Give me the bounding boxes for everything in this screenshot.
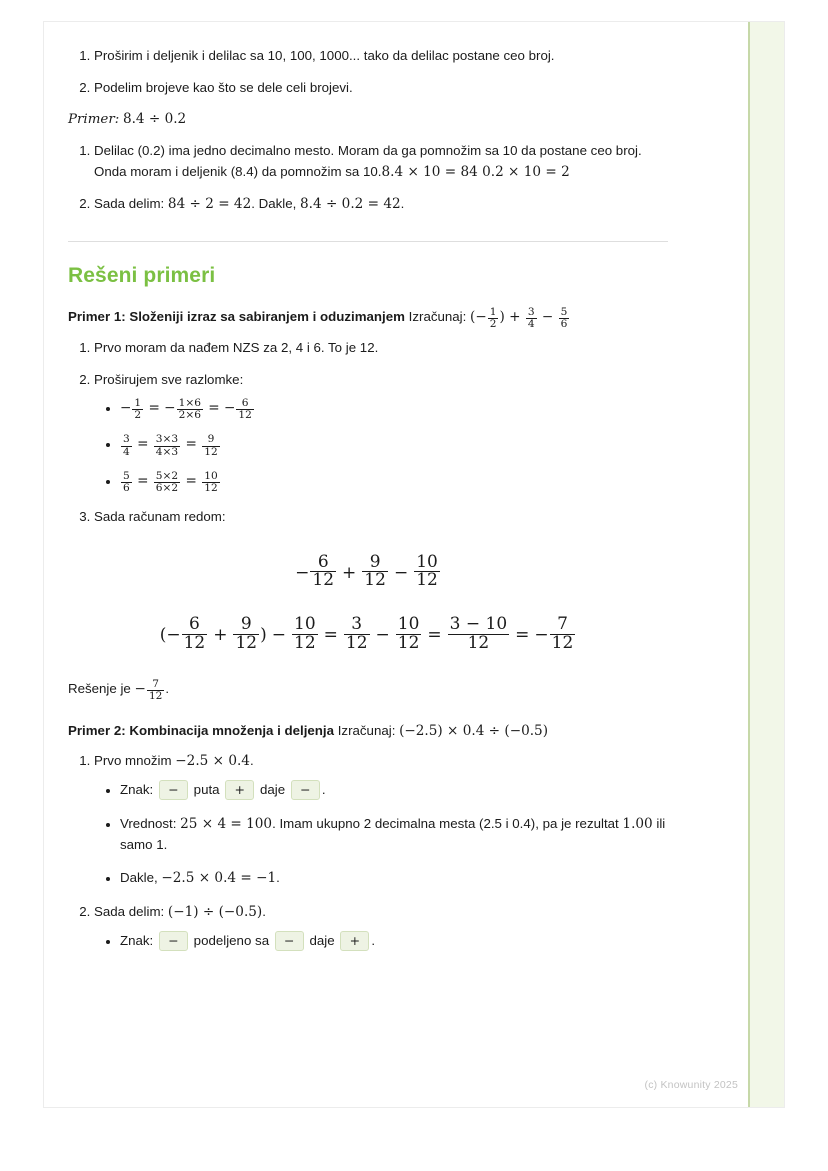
list-item: 2. Podelim brojeve kao što se dele celi brojevi. xyxy=(94,78,668,99)
copyright-footer: (c) Knowunity 2025 xyxy=(644,1079,738,1091)
example-2-title: Primer 2: Kombinacija množenja i deljenja xyxy=(68,723,335,739)
example-2-expression: (−2.5) × 0.4 ÷ (−0.5) xyxy=(399,723,549,740)
display-equation-2: (− $\frac{6}{12}$ + $\frac{9}{12}$ ) − $\frac{10}{12}$ = $\frac{3}{12}$ − $\frac{10}{12}$ = $\frac{3 - 10}{12}$ = − $\frac{7}{12}$ xyxy=(159,614,574,654)
sign-result-badge: − xyxy=(291,780,320,800)
example-2-steps xyxy=(68,751,668,952)
list-item: • $\frac{3}{4}$ = $\frac{3\times 3}{4\times 3}$ = $\frac{9}{12}$ xyxy=(120,434,668,457)
example-1-steps xyxy=(68,338,668,528)
document-sheet xyxy=(44,22,784,1107)
list-item xyxy=(94,902,668,952)
sign-word-podeljeno: podeljeno sa xyxy=(193,933,270,949)
list-item: • Dakle, −2.5 × 0.4 = −1. xyxy=(120,868,668,889)
list-item: • Vrednost: 25 × 4 = 100. Imam ukupno 2 decimalna mesta (2.5 i 0.4), pa je rezultat 1.00 ili samo 1. xyxy=(120,814,668,856)
list-item: 1. Delilac (0.2) ima jedno decimalno mesto. Moram da ga pomnožim sa 10 da postane ceo broj. Onda moram i deljenik (8.4) da pomnožim sa 10.8.4 × 10 = 84 0.2 × 10 = 2 xyxy=(94,141,668,183)
sign-plus-badge-2: + xyxy=(340,931,369,951)
list-item: 2. Sada delim: 84 ÷ 2 = 42. Dakle, 8.4 ÷ 0.2 = 42. xyxy=(94,194,668,215)
list-item: 3. Sada računam redom: xyxy=(94,507,668,528)
sign-word-daje: daje xyxy=(259,781,286,797)
page-edge-decoration xyxy=(748,22,784,1107)
list-item: • $\frac{5}{6}$ = $\frac{5\times 2}{6\times 2}$ = $\frac{10}{12}$ xyxy=(120,471,668,494)
example-2-substeps-2 xyxy=(94,931,668,952)
list-item: 1. Prvo moram da nađem NZS za 2, 4 i 6. To je 12. xyxy=(94,338,668,359)
example-1-solution: Rešenje je − $\frac{7}{12}$ . xyxy=(68,677,170,703)
solution-prefix: Rešenje je xyxy=(68,680,131,696)
primer-label: Primer: xyxy=(68,112,120,128)
divider xyxy=(68,241,668,242)
example-2-heading xyxy=(68,720,668,743)
example-1-title: Primer 1: Složeniji izraz sa sabiranjem i oduzimanjem xyxy=(68,308,405,324)
sign-period-2: . xyxy=(371,933,376,949)
document-content xyxy=(68,38,668,965)
list-item xyxy=(94,751,668,889)
intro-steps-list xyxy=(68,46,668,98)
list-item: • − $\frac{1}{2}$ = − $\frac{1\times 6}{2\times 6}$ = − $\frac{6}{12}$ xyxy=(120,398,668,421)
example-2-step2-label: Sada delim: (−1) ÷ (−0.5). xyxy=(94,904,266,921)
list-item xyxy=(94,370,668,494)
sign-plus-badge: + xyxy=(225,780,254,800)
example-2-step1-label: Prvo množim −2.5 × 0.4. xyxy=(94,752,254,769)
solution-suffix: . xyxy=(165,680,170,696)
list-item: 1. Proširim i deljenik i delilac sa 10, 100, 1000... tako da delilac postane ceo broj. xyxy=(94,46,668,67)
page-title: Rešeni primeri xyxy=(68,263,216,287)
example-1-step2-label: Proširujem sve razlomke: xyxy=(94,371,244,387)
list-item xyxy=(120,780,668,801)
sign-word-daje-2: daje xyxy=(309,933,335,949)
sign-minus-badge-2: − xyxy=(159,931,188,951)
example-steps-list xyxy=(68,141,668,215)
example-2-substeps xyxy=(94,780,668,889)
fraction-expansion-list xyxy=(94,398,668,494)
example-1-heading xyxy=(68,306,668,330)
primer-expression: 8.4 ÷ 0.2 xyxy=(122,111,187,128)
list-item xyxy=(120,931,668,952)
display-equation-1: − $\frac{6}{12}$ + $\frac{9}{12}$ − $\frac{10}{12}$ xyxy=(295,551,438,591)
example-1-prompt: Izračunaj: xyxy=(408,308,467,324)
sign-period: . xyxy=(321,781,326,797)
example-1-expression: (− $\frac{1}{2}$ ) + $\frac{3}{4}$ − $\frac{5}{6}$ xyxy=(470,305,568,330)
primer-line xyxy=(68,109,668,131)
sign-label: Znak: xyxy=(120,781,154,797)
sign-minus-badge-3: − xyxy=(275,931,304,951)
example-2-prompt: Izračunaj: xyxy=(337,723,396,739)
sign-minus-badge: − xyxy=(159,780,188,800)
sign-label-2: Znak: xyxy=(120,933,154,949)
sign-word-puta: puta xyxy=(193,781,220,797)
